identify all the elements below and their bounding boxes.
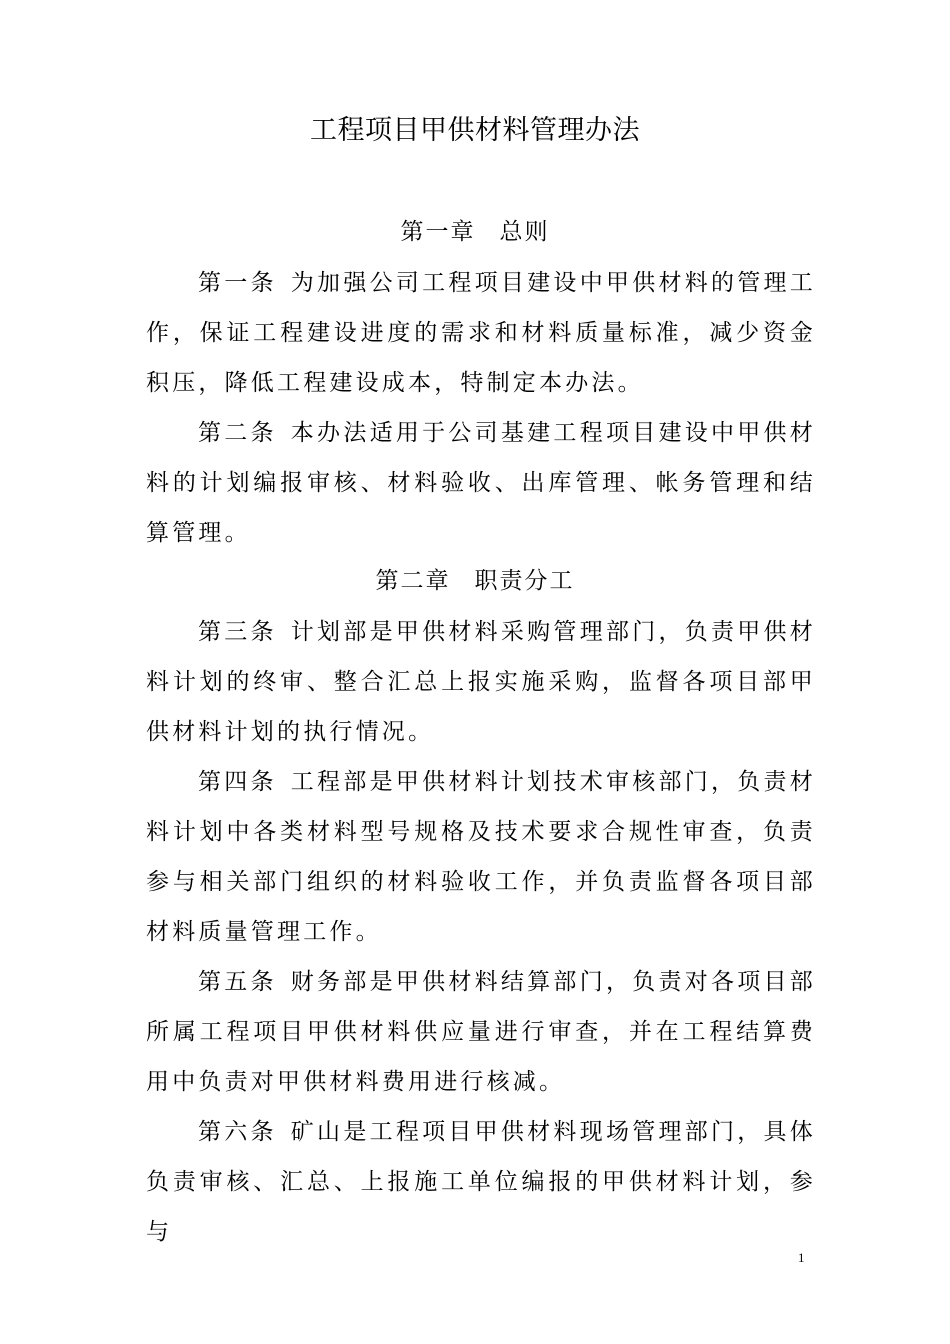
article-label: 第一条 [198, 270, 277, 296]
article-text: 工程部是甲供材料计划技术审核部门，负责材料计划中各类材料型号规格及技术要求合规性审查，负责参与相关部门组织的材料验收工作，并负责监督各项目部材料质量管理工作。 [146, 769, 816, 945]
page-title: 工程项目甲供材料管理办法 [310, 115, 640, 146]
chapter-number: 第一章 [400, 219, 476, 245]
chapter-name: 总则 [499, 219, 550, 245]
article-text: 矿山是工程项目甲供材料现场管理部门，具体负责审核、汇总、上报施工单位编报的甲供材料计划，参与 [146, 1119, 816, 1245]
article-paragraph [146, 757, 816, 957]
chapter-heading-1 [0, 217, 950, 247]
chapter-heading-2 [0, 566, 950, 596]
chapter-2-articles [146, 607, 816, 1257]
article-label: 第二条 [198, 420, 277, 446]
article-label: 第三条 [198, 619, 277, 645]
article-label: 第六条 [198, 1119, 277, 1145]
article-label: 第四条 [198, 769, 277, 795]
article-paragraph [146, 258, 816, 408]
article-text: 财务部是甲供材料结算部门，负责对各项目部所属工程项目甲供材料供应量进行审查，并在工程结算费用中负责对甲供材料费用进行核减。 [146, 969, 816, 1095]
article-paragraph [146, 1107, 816, 1257]
article-label: 第五条 [198, 969, 277, 995]
chapter-number: 第二章 [375, 568, 451, 594]
article-paragraph [146, 607, 816, 757]
article-text: 计划部是甲供材料采购管理部门，负责甲供材料计划的终审、整合汇总上报实施采购，监督各项目部甲供材料计划的执行情况。 [146, 619, 816, 745]
article-text: 本办法适用于公司基建工程项目建设中甲供材料的计划编报审核、材料验收、出库管理、帐务管理和结算管理。 [146, 420, 816, 546]
chapter-name: 职责分工 [474, 568, 575, 594]
article-paragraph [146, 408, 816, 558]
chapter-1-articles [146, 258, 816, 558]
page-number: 1 [798, 1250, 805, 1265]
article-paragraph [146, 957, 816, 1107]
article-text: 为加强公司工程项目建设中甲供材料的管理工作，保证工程建设进度的需求和材料质量标准，减少资金积压，降低工程建设成本，特制定本办法。 [146, 270, 816, 396]
